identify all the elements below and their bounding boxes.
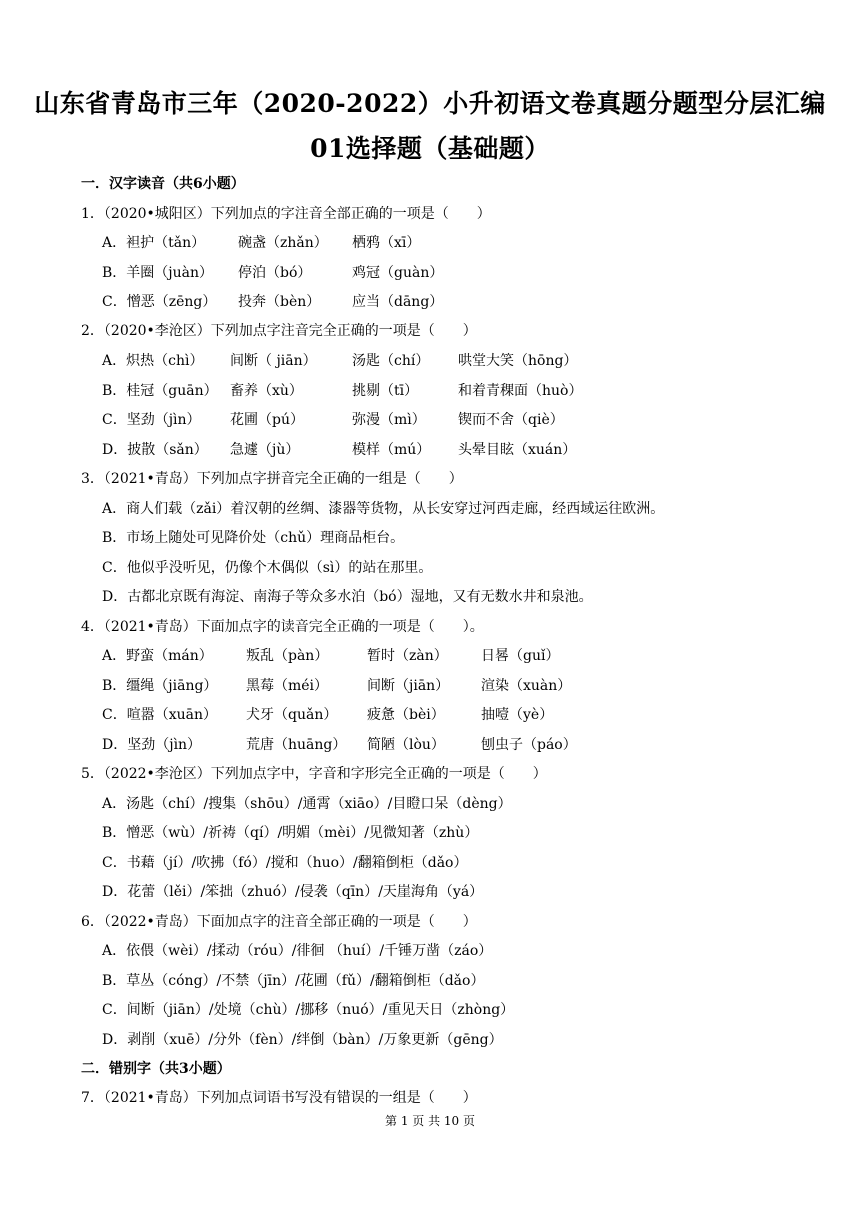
option-text: 弥漫（mì）: [352, 412, 426, 428]
section-heading: 一．汉字读音（共6小题）: [81, 176, 245, 192]
option-text: 哄堂大笑（hōng）: [458, 353, 578, 369]
option-text: 间断（jiān）: [367, 678, 450, 694]
option-text: B．憎恶（wù）/祈祷（qí）/明媚（mèi）/见微知著（zhù）: [102, 825, 479, 841]
option-text: 停泊（bó）: [238, 265, 312, 281]
option-text: 叛乱（pàn）: [246, 648, 329, 664]
option-text: 犬牙（quǎn）: [246, 707, 338, 723]
option-text: D．古都北京既有海淀、南海子等众多水泊（bó）湿地，又有无数水井和泉池。: [102, 589, 593, 605]
option-text: 荒唐（huāng）: [246, 737, 347, 753]
option-text: 日晷（guǐ）: [481, 648, 560, 664]
option-text: A．商人们载（zǎi）着汉朝的丝绸、漆器等货物，从长安穿过河西走廊，经西域运往欧洲。: [102, 501, 665, 517]
option-text: B．桂冠（guān）: [102, 383, 218, 399]
question-stem: 6．（2022•青岛）下面加点字的注音全部正确的一项是（ ）: [81, 914, 477, 930]
option-text: D．坚劲（jìn）: [102, 737, 202, 753]
option-text: 投奔（bèn）: [238, 294, 321, 310]
option-text: D．披散（sǎn）: [102, 442, 208, 458]
question-stem: 4．（2021•青岛）下面加点字的读音完全正确的一项是（ ）。: [81, 619, 484, 635]
question-stem: 7．（2021•青岛）下列加点词语书写没有错误的一组是（ ）: [81, 1090, 477, 1106]
question-stem: 3．（2021•青岛）下列加点字拼音完全正确的一组是（ ）: [81, 471, 463, 487]
option-text: B．市场上随处可见降价处（chǔ）理商品柜台。: [102, 530, 405, 546]
option-text: 花圃（pú）: [230, 412, 304, 428]
option-text: 栖鸦（xī）: [352, 235, 421, 251]
option-text: 畜养（xù）: [230, 383, 303, 399]
option-text: 锲而不舍（qiè）: [458, 412, 564, 428]
option-text: B．缰绳（jiāng）: [102, 678, 218, 694]
option-text: D．花蕾（lěi）/笨拙（zhuó）/侵袭（qīn）/天崖海角（yá）: [102, 884, 484, 900]
option-text: A．汤匙（chí）/搜集（shōu）/通霄（xiāo）/目瞪口呆（dèng）: [102, 796, 512, 812]
option-text: 抽噎（yè）: [481, 707, 554, 723]
option-text: B．草丛（cóng）/不禁（jīn）/花圃（fǔ）/翻箱倒柜（dǎo）: [102, 973, 485, 989]
document-subtitle: 01选择题（基础题）: [310, 134, 550, 163]
option-text: 模样（mú）: [352, 442, 431, 458]
page-footer: 第 1 页 共 10 页: [385, 1114, 475, 1128]
option-text: C．喧嚣（xuān）: [102, 707, 217, 723]
question-stem: 5．（2022•李沧区）下列加点字中，字音和字形完全正确的一项是（ ）: [81, 766, 547, 782]
option-text: A．野蛮（mán）: [102, 648, 213, 664]
option-text: 渲染（xuàn）: [481, 678, 572, 694]
option-text: D．剥削（xuē）/分外（fèn）/绊倒（bàn）/万象更新（gēng）: [102, 1032, 503, 1048]
option-text: 挑剔（tī）: [352, 383, 419, 399]
option-text: 急遽（jù）: [230, 442, 300, 458]
option-text: A．炽热（chì）: [102, 353, 204, 369]
option-text: A．依偎（wèi）/揉动（róu）/徘徊 （huí）/千锤万凿（záo）: [102, 943, 493, 959]
option-text: C．书藉（jí）/吹拂（fó）/搅和（huo）/翻箱倒柜（dǎo）: [102, 855, 468, 871]
option-text: 汤匙（chí）: [352, 353, 430, 369]
option-text: 暂时（zàn）: [367, 648, 448, 664]
section-heading: 二．错别字（共3小题）: [81, 1061, 231, 1077]
option-text: 刨虫子（páo）: [481, 737, 577, 753]
option-text: C．坚劲（jìn）: [102, 412, 201, 428]
question-stem: 1．（2020•城阳区）下列加点的字注音全部正确的一项是（ ）: [81, 206, 491, 222]
option-text: 头晕目眩（xuán）: [458, 442, 577, 458]
option-text: A．袒护（tǎn）: [102, 235, 206, 251]
option-text: 和着青稞面（huò）: [458, 383, 583, 399]
question-stem: 2．（2020•李沧区）下列加点字注音完全正确的一项是（ ）: [81, 323, 477, 339]
option-text: 间断（ jiān）: [230, 353, 317, 369]
option-text: 应当（dāng）: [352, 294, 444, 310]
option-text: 黑莓（méi）: [246, 678, 329, 694]
option-text: 碗盏（zhǎn）: [238, 235, 328, 251]
option-text: C．憎恶（zēng）: [102, 294, 217, 310]
option-text: 鸡冠（guàn）: [352, 265, 444, 281]
option-text: C．间断（jiān）/处境（chù）/挪移（nuó）/重见天日（zhòng）: [102, 1002, 515, 1018]
document-title: 山东省青岛市三年（2020-2022）小升初语文卷真题分题型分层汇编: [34, 89, 826, 118]
option-text: B．羊圈（juàn）: [102, 265, 214, 281]
option-text: 简陋（lòu）: [367, 737, 445, 753]
option-text: C．他似乎没听见，仍像个木偶似（sì）的站在那里。: [102, 560, 433, 576]
option-text: 疲惫（bèi）: [367, 707, 445, 723]
